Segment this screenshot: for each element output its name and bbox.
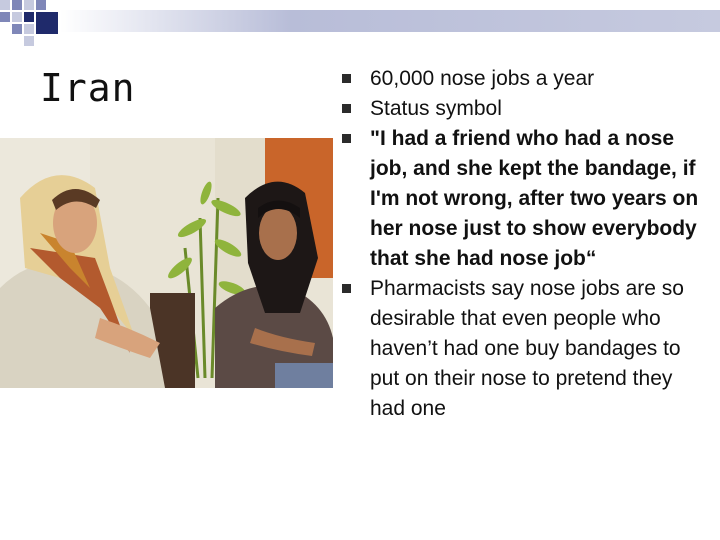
bullet-item	[340, 64, 710, 94]
bullet-text: 60,000 nose jobs a year	[370, 67, 595, 90]
bullet-text: Status symbol	[370, 97, 502, 120]
bullet-text: Pharmacists say nose jobs are so desirable that even people who haven’t had one buy bandages to put on their nose to pretend they had one	[370, 277, 684, 420]
header-band	[60, 10, 720, 32]
bullet-item	[340, 94, 710, 124]
bullet-item	[340, 274, 710, 424]
bullet-list	[340, 64, 710, 424]
square-bullet-icon	[342, 104, 351, 113]
square-bullet-icon	[342, 134, 351, 143]
square-bullet-icon	[342, 284, 351, 293]
square-bullet-icon	[342, 74, 351, 83]
bullet-item-quote	[340, 124, 710, 274]
photo	[0, 138, 333, 388]
slide-title: Iran	[40, 66, 136, 110]
bullet-text: "I had a friend who had a nose job, and she kept the bandage, if I'm not wrong, after two years on her nose just to show everybody that she had nose job“	[370, 127, 699, 270]
